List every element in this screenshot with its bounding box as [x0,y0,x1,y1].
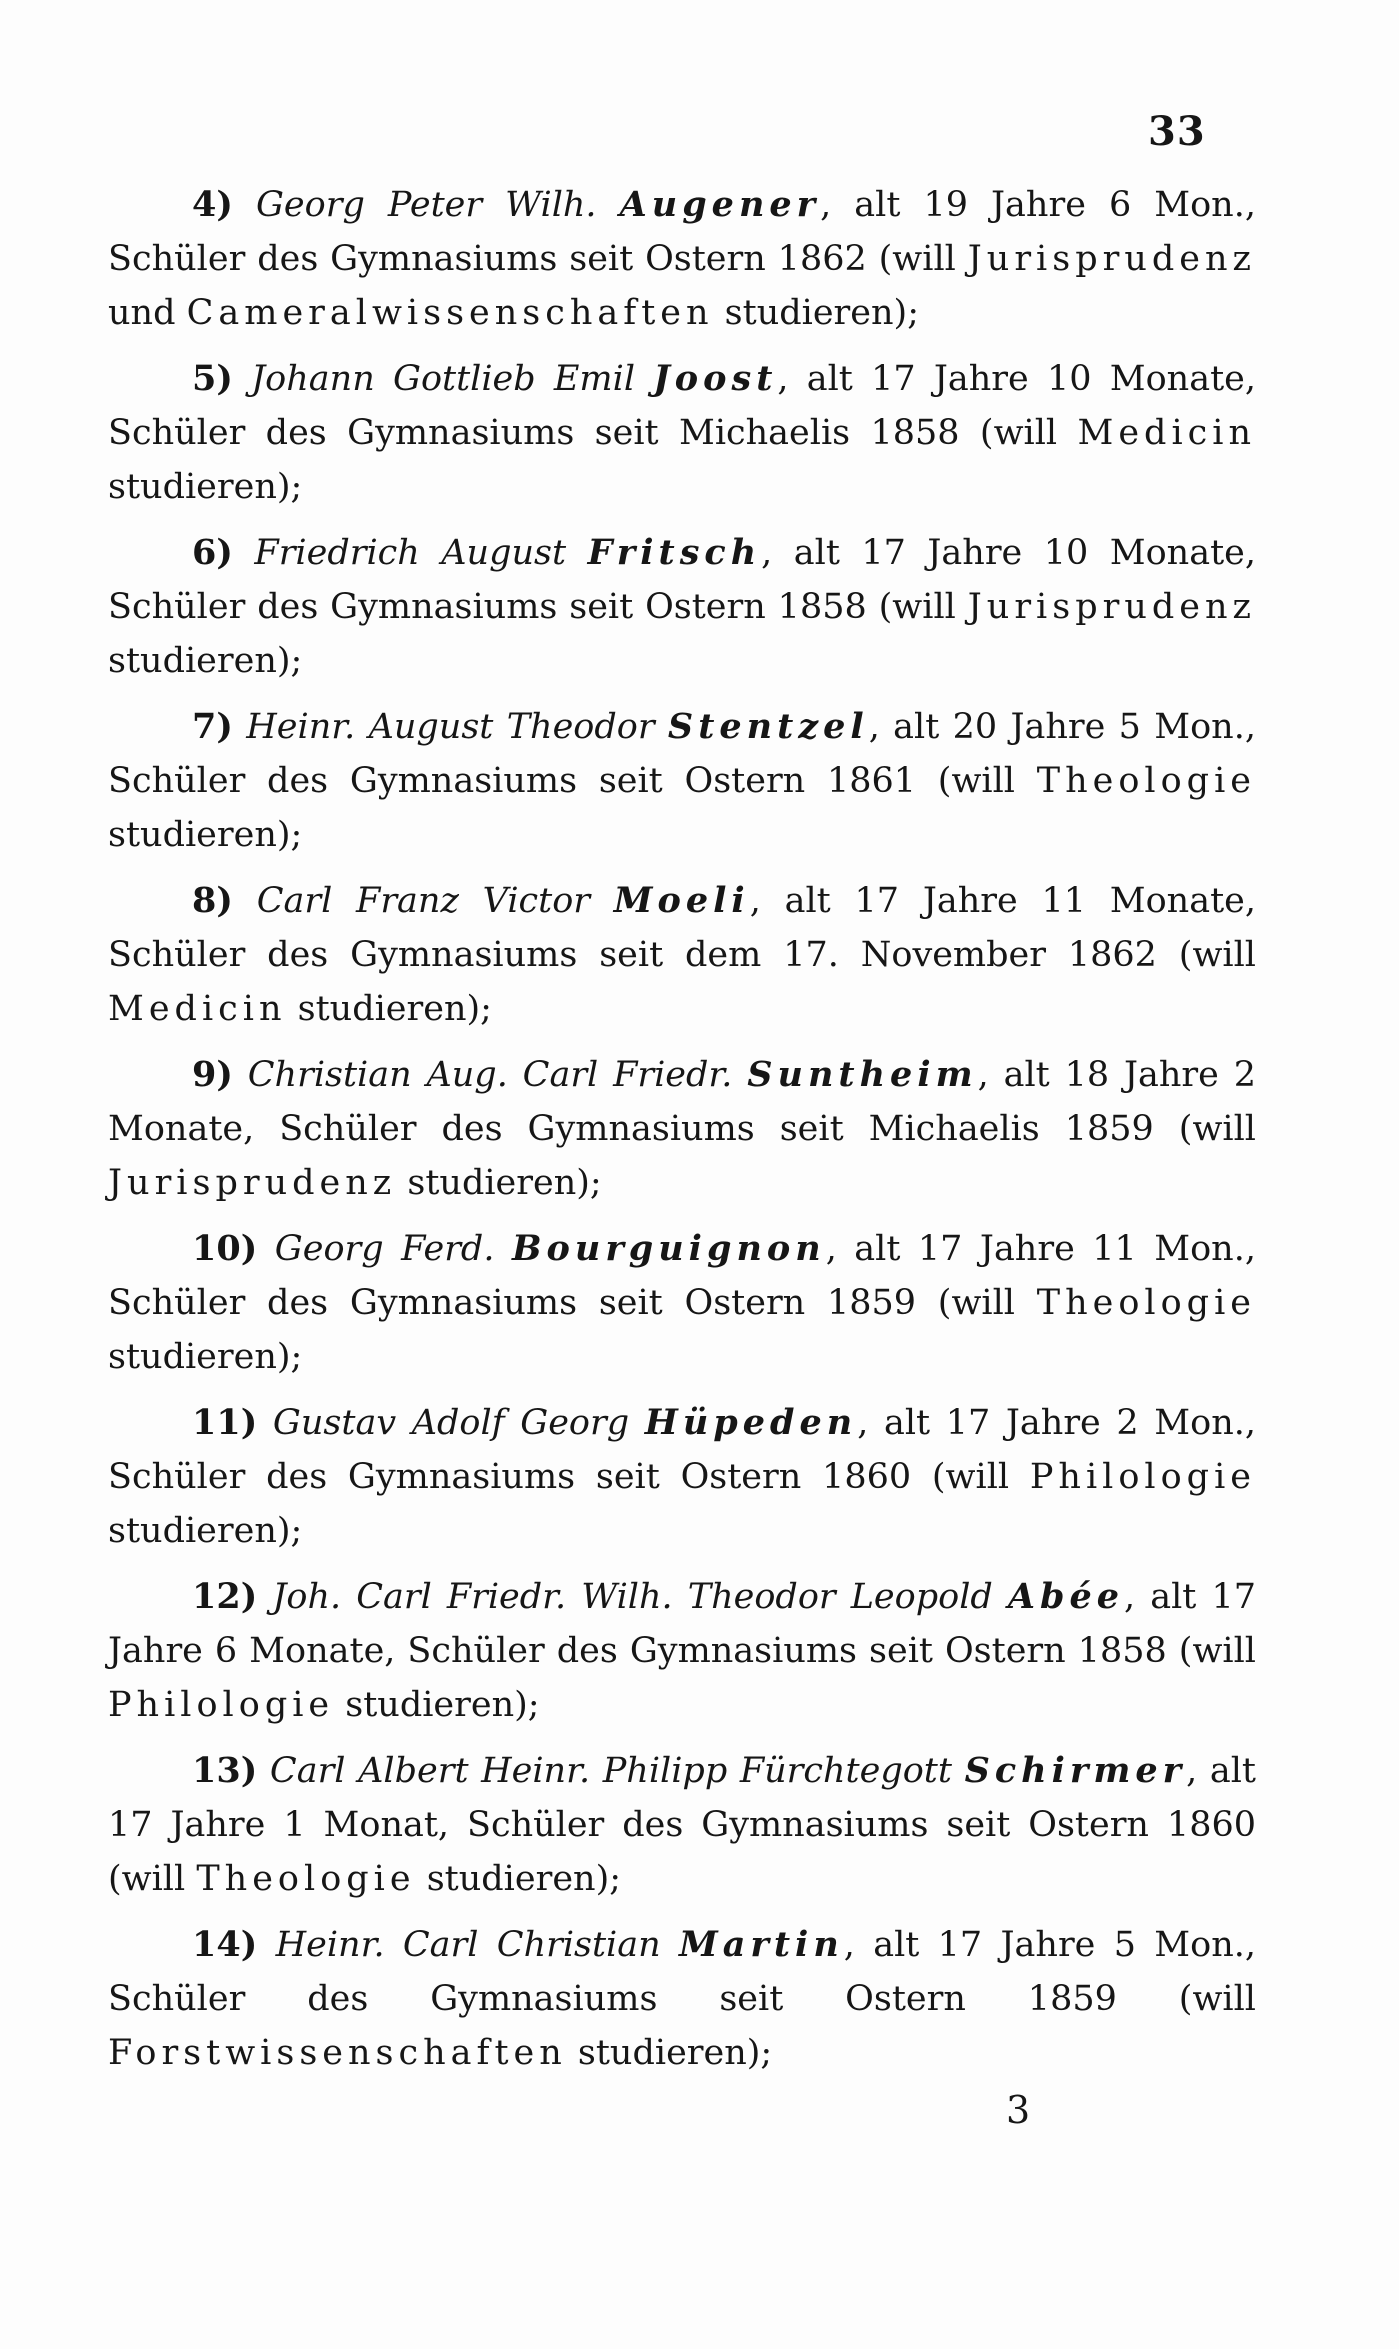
surname: Fritsch [587,532,762,573]
surname: Bourguignon [511,1228,826,1269]
entry-closing: studieren); [334,1685,540,1725]
entry-number: 12) [192,1576,258,1617]
entry-closing: studieren); [108,467,303,507]
surname: Martin [679,1924,844,1965]
entry-closing: studieren); [396,1163,602,1203]
study-subject: Philologie [108,1685,335,1725]
entry-closing: studieren); [108,815,303,855]
entry-number: 8) [192,880,233,921]
study-subject: Medicin [1077,413,1256,453]
given-names: Georg Peter Wilh. [255,185,597,225]
student-entry [108,1222,1256,1384]
entry-closing: studieren); [713,293,919,333]
study-subject: Medicin [108,989,287,1029]
surname: Abée [1007,1576,1125,1617]
entry-details: , alt 20 Jahre 5 Mon., Schüler des Gymnasiums seit Ostern 1861 (will [108,707,1256,801]
entry-details: , alt 18 Jahre 2 Monate, Schüler des Gymnasiums seit Michaelis 1859 (will [108,1055,1256,1149]
student-entry [108,874,1256,1036]
student-list [108,178,1256,2092]
entry-number: 9) [192,1054,233,1095]
entry-closing: studieren); [108,1511,303,1551]
study-subject-2: Cameralwissenschaften [186,293,714,333]
given-names: Heinr. Carl Christian [275,1925,661,1965]
surname: Hüpeden [644,1402,858,1443]
student-entry [108,178,1256,340]
student-entry [108,1396,1256,1558]
study-subject: Jurisprudenz [967,239,1256,279]
entry-number: 11) [192,1402,258,1443]
entry-number: 6) [192,532,233,573]
surname: Moeli [613,880,750,921]
student-entry [108,1744,1256,1906]
given-names: Joh. Carl Friedr. Wilh. Theodor Leopold [272,1577,993,1617]
surname: Suntheim [747,1054,978,1095]
student-entry [108,1918,1256,2080]
entry-conjunction: und [108,293,187,333]
entry-details: , alt 17 Jahre 11 Mon., Schüler des Gymnasiums seit Ostern 1859 (will [108,1229,1256,1323]
entry-details: , alt 17 Jahre 2 Mon., Schüler des Gymnasiums seit Ostern 1860 (will [108,1403,1256,1497]
signature-mark: 3 [1006,2088,1031,2132]
entry-closing: studieren); [108,1337,303,1377]
study-subject: Jurisprudenz [967,587,1256,627]
entry-details: , alt 17 Jahre 10 Monate, Schüler des Gymnasiums seit Michaelis 1858 (will [108,359,1256,453]
study-subject: Theologie [1036,1283,1256,1323]
surname: Joost [653,358,778,399]
entry-details: , alt 17 Jahre 10 Monate, Schüler des Gymnasiums seit Ostern 1858 (will [108,533,1256,627]
student-entry [108,1570,1256,1732]
study-subject: Theologie [1036,761,1256,801]
entry-details: , alt 19 Jahre 6 Mon., Schüler des Gymnasiums seit Ostern 1862 (will [108,185,1256,279]
entry-details: , alt 17 Jahre 1 Monat, Schüler des Gymnasiums seit Ostern 1860 (will [108,1751,1256,1899]
given-names: Christian Aug. Carl Friedr. [247,1055,733,1095]
study-subject: Philologie [1029,1457,1256,1497]
entry-details: , alt 17 Jahre 6 Monate, Schüler des Gymnasiums seit Ostern 1858 (will [108,1577,1256,1671]
entry-number: 7) [192,706,233,747]
page-number: 33 [1148,108,1206,155]
entry-closing: studieren); [286,989,492,1029]
given-names: Heinr. August Theodor [246,707,655,747]
given-names: Carl Albert Heinr. Philipp Fürchtegott [269,1751,952,1791]
entry-details: , alt 17 Jahre 11 Monate, Schüler des Gymnasiums seit dem 17. November 1862 (will [108,881,1256,975]
given-names: Georg Ferd. [274,1229,495,1269]
student-entry [108,700,1256,862]
surname: Stentzel [667,706,869,747]
entry-number: 4) [192,184,233,225]
study-subject: Jurisprudenz [108,1163,397,1203]
entry-closing: studieren); [108,641,303,681]
entry-number: 5) [192,358,233,399]
entry-number: 10) [192,1228,258,1269]
student-entry [108,352,1256,514]
given-names: Gustav Adolf Georg [272,1403,630,1443]
given-names: Friedrich August [254,533,567,573]
study-subject: Theologie [196,1859,416,1899]
surname: Augener [619,184,821,225]
surname: Schirmer [964,1750,1187,1791]
student-entry [108,526,1256,688]
study-subject: Forstwissenschaften [108,2033,567,2073]
entry-number: 13) [192,1750,258,1791]
entry-closing: studieren); [566,2033,773,2073]
student-entry [108,1048,1256,1210]
given-names: Johann Gottlieb Emil [251,359,636,399]
entry-details: , alt 17 Jahre 5 Mon., Schüler des Gymnasiums seit Ostern 1859 (will [108,1925,1256,2019]
given-names: Carl Franz Victor [256,881,590,921]
entry-closing: studieren); [415,1859,622,1899]
entry-number: 14) [192,1924,258,1965]
